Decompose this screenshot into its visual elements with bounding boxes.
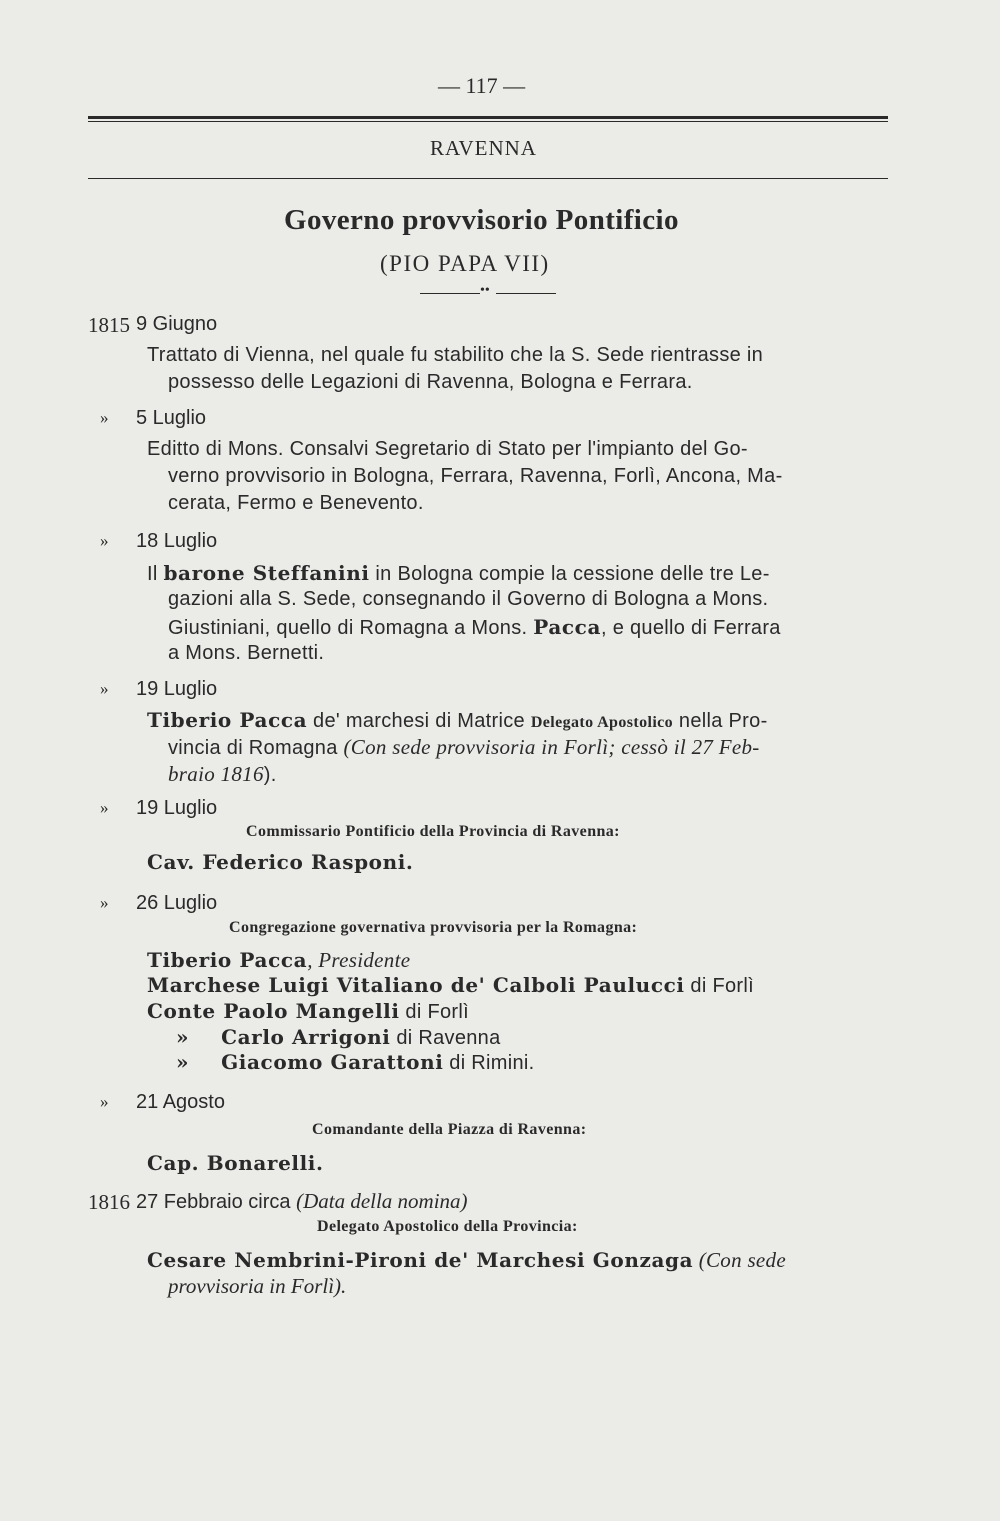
italic-note: (Data della nomina) xyxy=(296,1189,468,1213)
page-number: — 117 — xyxy=(438,73,526,98)
entry-date: 19 Luglio xyxy=(136,797,218,819)
ornament: •• xyxy=(480,283,490,298)
member-line xyxy=(176,1050,535,1075)
text-run: Giustiniani, quello di Romagna a Mons. xyxy=(168,617,534,639)
running-title: RAVENNA xyxy=(430,136,537,160)
person-name: Cap. Bonarelli. xyxy=(147,1151,324,1175)
entry-text-line xyxy=(168,762,277,787)
person-name: Marchese Luigi Vitaliano de' Calboli Paulucci xyxy=(147,973,685,997)
entry-text-line xyxy=(168,615,781,640)
person-name: Cav. Federico Rasponi. xyxy=(147,850,414,874)
member-line xyxy=(147,948,410,973)
header-rule-bottom xyxy=(88,178,888,179)
entry-date xyxy=(136,1189,468,1214)
place: di Forlì xyxy=(684,975,754,997)
ornament-line-right xyxy=(496,293,556,294)
person-name: barone Steffanini xyxy=(163,561,370,585)
text-run: Il xyxy=(147,563,164,585)
ditto-mark: » xyxy=(100,531,109,550)
text-run: , e quello di Ferrara xyxy=(601,617,781,639)
entry-year: 1815 xyxy=(88,313,130,337)
member-line xyxy=(176,1025,501,1050)
header-rule-top xyxy=(88,116,888,119)
italic-note: braio 1816 xyxy=(168,762,264,786)
entry-text-line: cerata, Fermo e Benevento. xyxy=(168,492,424,514)
place: di Ravenna xyxy=(390,1027,501,1049)
office-heading: Congregazione governativa provvisoria per la Romagna: xyxy=(229,919,638,936)
entry-date: 21 Agosto xyxy=(136,1091,225,1113)
entry-text-line xyxy=(147,1248,786,1273)
entry-text-line xyxy=(168,735,760,760)
entry-text-line xyxy=(147,561,770,586)
ditto-mark: » xyxy=(100,1092,109,1111)
entry-date: 18 Luglio xyxy=(136,530,218,552)
entry-date: 9 Giugno xyxy=(136,313,218,335)
entry-text-line: Editto di Mons. Consalvi Segretario di Stato per l'impianto del Go- xyxy=(147,438,748,460)
person-name: Giacomo Garattoni xyxy=(221,1050,444,1074)
header-rule-thin xyxy=(88,121,888,122)
office-heading: Comandante della Piazza di Ravenna: xyxy=(312,1121,587,1138)
office-title: Delegato Apostolico xyxy=(530,714,674,731)
text-run: de' marchesi di Matrice xyxy=(307,710,531,732)
office-heading: Commissario Pontificio della Provincia di Ravenna: xyxy=(246,823,620,840)
ditto-mark: » xyxy=(176,1050,190,1074)
person-name: Pacca xyxy=(533,615,602,639)
place: di Rimini. xyxy=(443,1052,535,1074)
italic-note: provvisoria in Forlì). xyxy=(168,1274,347,1298)
entry-year: 1816 xyxy=(88,1190,130,1214)
member-line xyxy=(147,973,754,998)
ditto-mark: » xyxy=(176,1025,190,1049)
entry-date: 5 Luglio xyxy=(136,407,207,429)
ornament-line-left xyxy=(420,293,480,294)
entry-text-line xyxy=(147,708,768,733)
role: , Presidente xyxy=(307,948,411,972)
entry-date: 19 Luglio xyxy=(136,678,218,700)
office-heading: Delegato Apostolico della Provincia: xyxy=(317,1218,578,1235)
italic-note: (Con sede xyxy=(693,1248,786,1272)
person-name: Tiberio Pacca xyxy=(147,948,308,972)
entry-text-line: verno provvisorio in Bologna, Ferrara, Ravenna, Forlì, Ancona, Ma- xyxy=(168,465,783,487)
ditto-mark: » xyxy=(100,408,109,427)
entry-text-line: gazioni alla S. Sede, consegnando il Governo di Bologna a Mons. xyxy=(168,588,769,610)
date-text: 27 Febbraio circa xyxy=(136,1191,297,1213)
entry-text-line: a Mons. Bernetti. xyxy=(168,642,325,664)
person-name: Conte Paolo Mangelli xyxy=(147,999,400,1023)
person-name: Tiberio Pacca xyxy=(147,708,308,732)
person-name: Cesare Nembrini-Pironi de' Marchesi Gonzaga xyxy=(147,1248,694,1272)
ditto-mark: » xyxy=(100,679,109,698)
text-run: vincia di Romagna xyxy=(168,737,344,759)
italic-note: (Con sede provvisoria in Forlì; cessò il 27 Feb- xyxy=(343,735,760,759)
place: di Forlì xyxy=(399,1001,469,1023)
section-subtitle: (PIO PAPA VII) xyxy=(380,251,550,276)
text-run: nella Pro- xyxy=(673,710,768,732)
ditto-mark: » xyxy=(100,893,109,912)
entry-date: 26 Luglio xyxy=(136,892,218,914)
person-name: Carlo Arrigoni xyxy=(221,1025,391,1049)
entry-text-line: Trattato di Vienna, nel quale fu stabilito che la S. Sede rientrasse in xyxy=(147,344,764,366)
entry-text-line: possesso delle Legazioni di Ravenna, Bologna e Ferrara. xyxy=(168,371,693,393)
member-line xyxy=(147,999,469,1024)
ditto-mark: » xyxy=(100,798,109,817)
section-title: Governo provvisorio Pontificio xyxy=(284,204,679,236)
text-run: in Bologna compie la cessione delle tre Le- xyxy=(369,563,770,585)
text-run: ). xyxy=(263,764,277,786)
